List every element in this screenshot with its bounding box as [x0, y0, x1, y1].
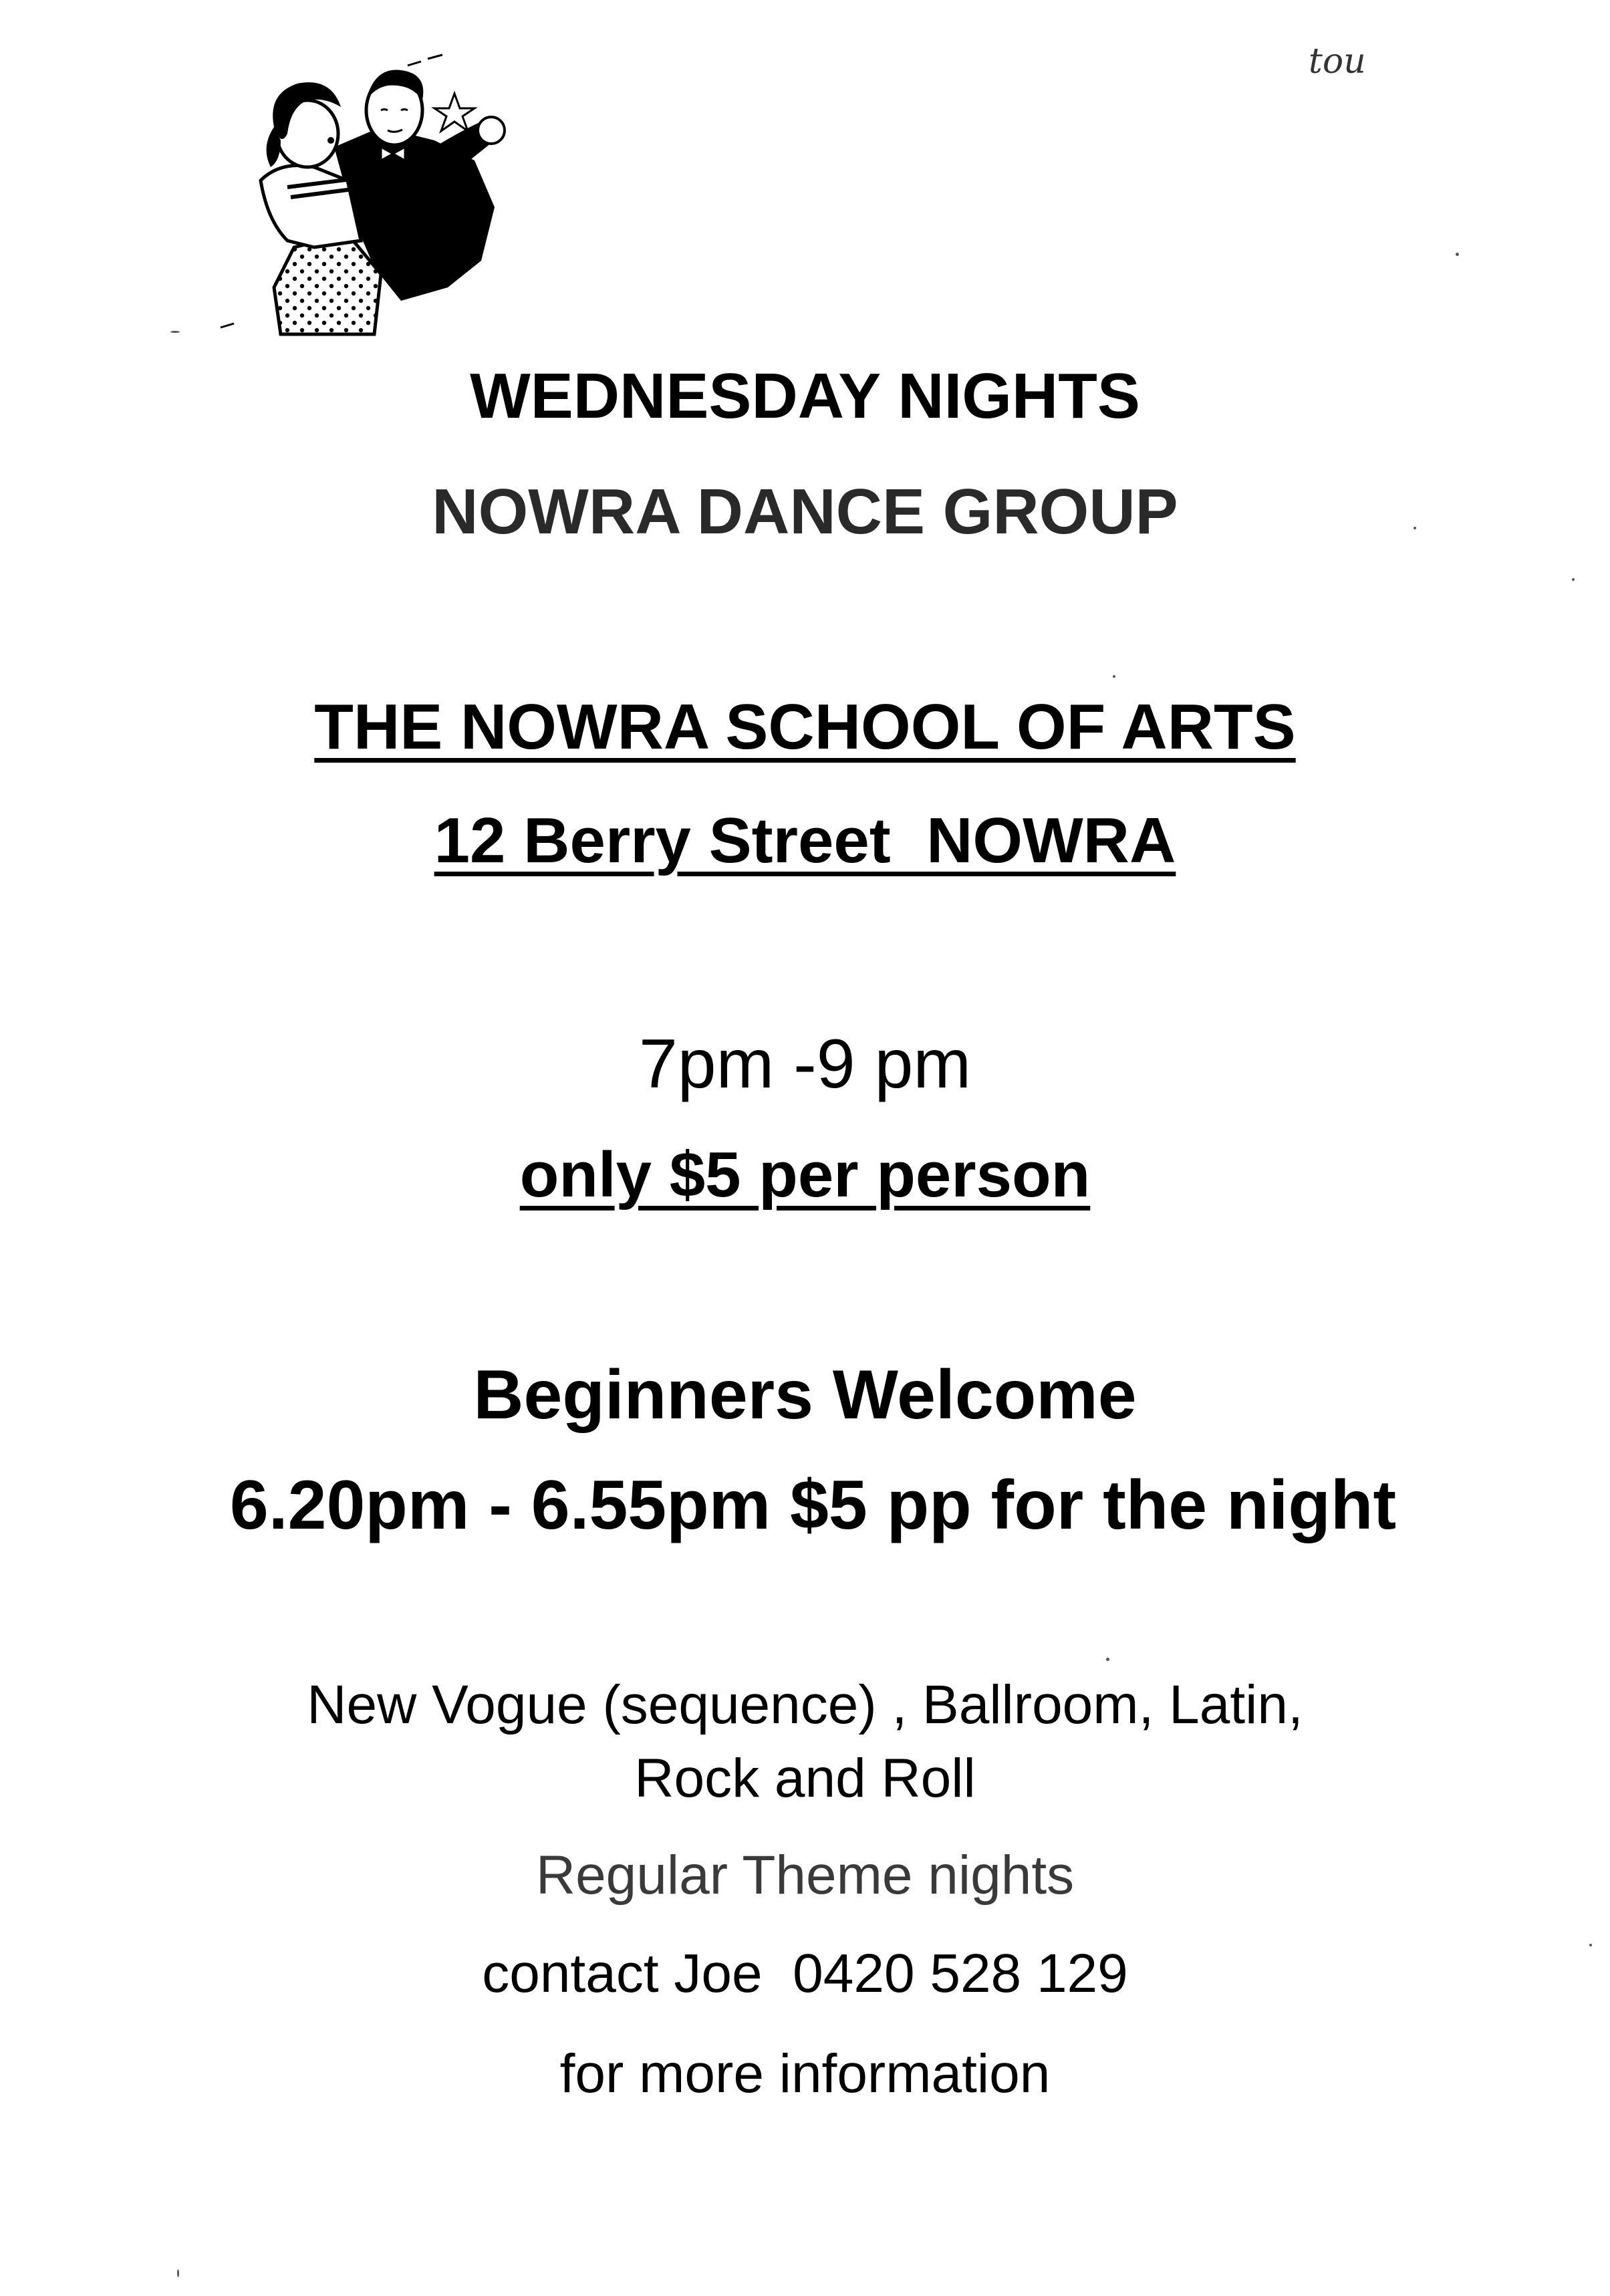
scan-speck [1456, 253, 1459, 256]
scan-speck [170, 331, 180, 333]
scan-speck [1106, 1658, 1109, 1661]
beginners-details: 6.20pm - 6.55pm $5 pp for the night [229, 1466, 1397, 1544]
title-group: NOWRA DANCE GROUP [432, 476, 1178, 547]
venue-name [0, 691, 1610, 763]
venue-address-text: 12 Berry Street NOWRA [434, 805, 1176, 876]
price [0, 1139, 1610, 1210]
contact-line: contact Joe 0420 528 129 [482, 1943, 1128, 2004]
dance-styles-line1: New Vogue (sequence) , Ballroom, Latin, [307, 1674, 1303, 1735]
theme-nights: Regular Theme nights [535, 1845, 1075, 1906]
scan-speck [1572, 578, 1575, 581]
venue-name-text: THE NOWRA SCHOOL OF ARTS [314, 691, 1296, 763]
beginners-heading: Beginners Welcome [473, 1356, 1137, 1434]
session-time: 7pm -9 pm [638, 1025, 972, 1103]
scan-speck [1589, 1944, 1592, 1946]
ballroom-dancers-icon [180, 47, 528, 341]
dance-styles-line2: Rock and Roll [634, 1748, 976, 1809]
scan-speck [177, 2269, 179, 2277]
handwritten-mark: tou [1309, 41, 1366, 82]
price-text: only $5 per person [519, 1139, 1091, 1210]
more-info: for more information [559, 2043, 1051, 2104]
venue-address [0, 805, 1610, 876]
title-day: WEDNESDAY NIGHTS [470, 360, 1140, 432]
scan-speck [1414, 527, 1416, 529]
scan-speck [1113, 675, 1115, 678]
